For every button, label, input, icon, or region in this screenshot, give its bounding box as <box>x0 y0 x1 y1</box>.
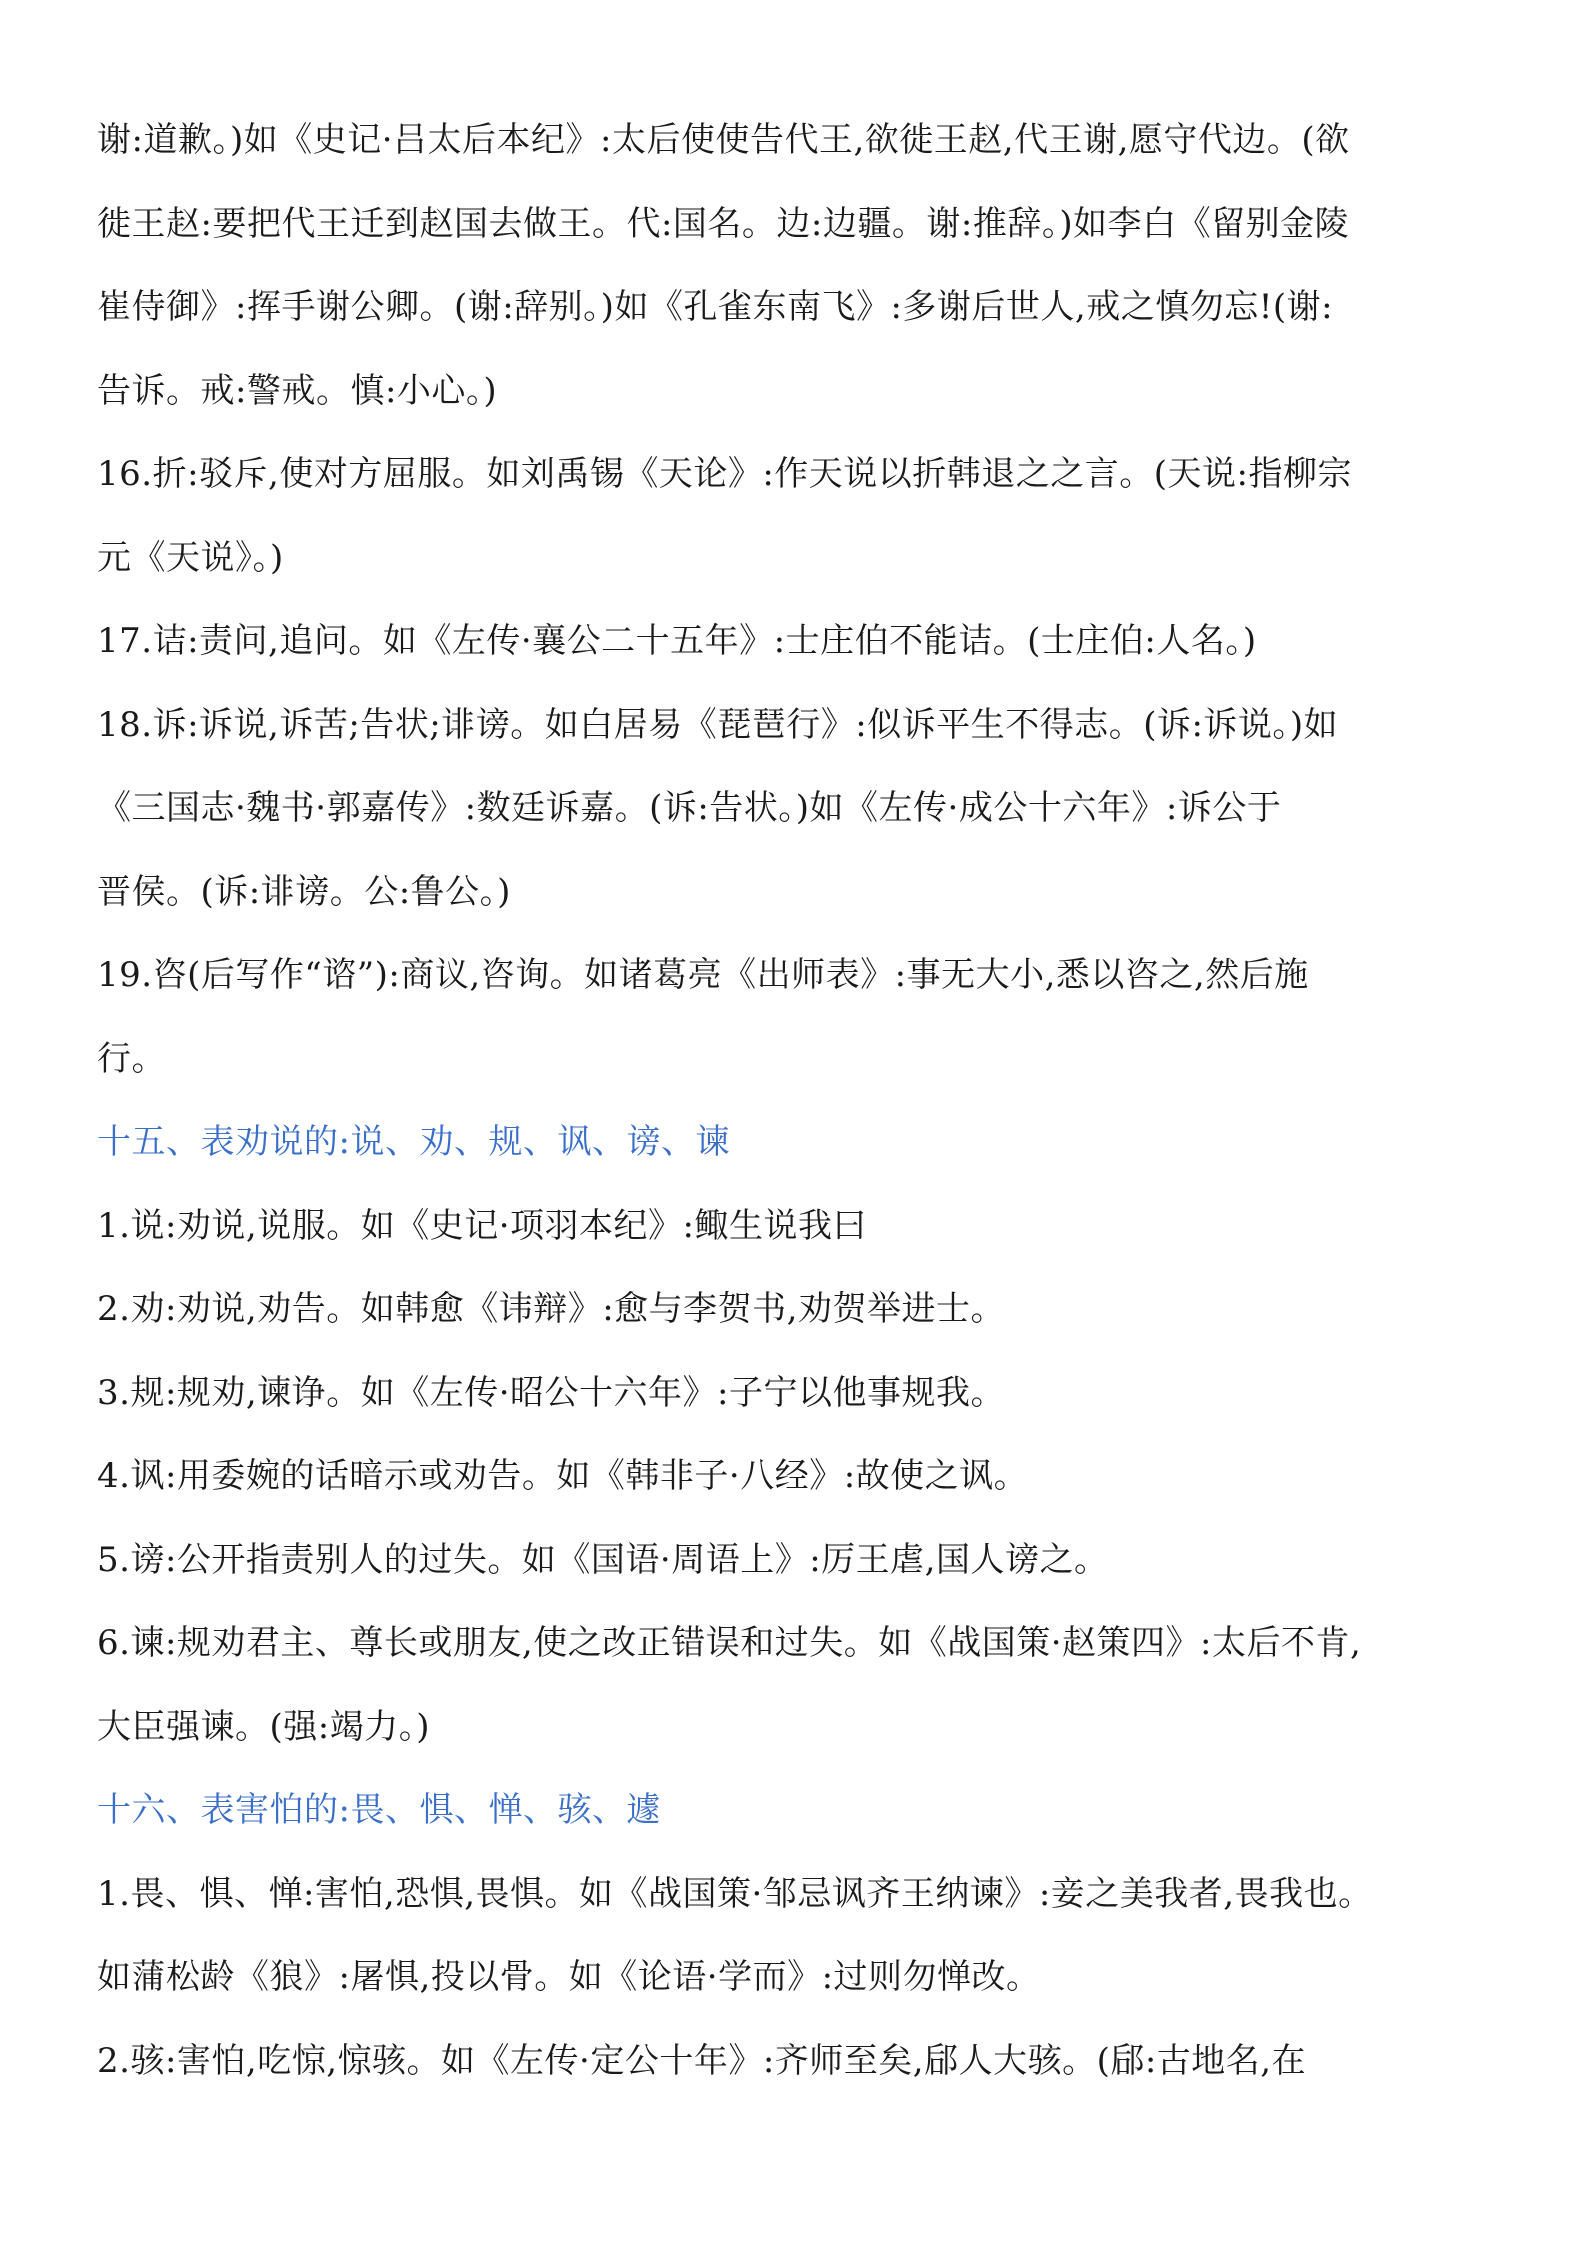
section-heading-16: 十六、表害怕的:畏、惧、惮、骇、遽 <box>97 1790 661 1830</box>
entry-5-bang: 5.谤:公开指责别人的过失。如《国语·周语上》:厉王虐,国人谤之。 <box>97 1539 1109 1580</box>
text-line: 元《天说》。) <box>97 537 284 578</box>
text-line: 晋侯。(诉:诽谤。公:鲁公。) <box>97 871 511 912</box>
text-line: 谢:道歉。)如《史记·吕太后本纪》:太后使使告代王,欲徙王赵,代王谢,愿守代边。(欲 <box>97 120 1350 160</box>
text-line: 告诉。戒:警戒。慎:小心。) <box>97 370 498 411</box>
entry-18-su: 18.诉:诉说,诉苦;告状;诽谤。如白居易《琵琶行》:似诉平生不得志。(诉:诉说。)如 <box>97 704 1339 745</box>
entry-1-wei-ju-dan: 1.畏、惧、惮:害怕,恐惧,畏惧。如《战国策·邹忌讽齐王纳谏》:妾之美我者,畏我也。 <box>97 1873 1373 1914</box>
text-line: 行。 <box>97 1038 166 1079</box>
entry-19-zi: 19.咨(后写作“谘”):商议,咨询。如诸葛亮《出师表》:事无大小,悉以咨之,然后施 <box>97 955 1309 995</box>
section-heading-15: 十五、表劝说的:说、劝、规、讽、谤、谏 <box>97 1122 730 1162</box>
entry-3-gui: 3.规:规劝,谏诤。如《左传·昭公十六年》:子宁以他事规我。 <box>97 1372 1005 1413</box>
text-line: 《三国志·魏书·郭嘉传》:数廷诉嘉。(诉:告状。)如《左传·成公十六年》:诉公于 <box>97 788 1282 828</box>
text-line: 大臣强谏。(强:竭力。) <box>97 1706 430 1747</box>
entry-2-hai: 2.骇:害怕,吃惊,惊骇。如《左传·定公十年》:齐师至矣,郈人大骇。(郈:古地名,在 <box>97 2040 1307 2081</box>
entry-1-shui: 1.说:劝说,说服。如《史记·项羽本纪》:鲰生说我曰 <box>97 1205 867 1246</box>
document-body <box>97 108 1497 2112</box>
entry-2-quan: 2.劝:劝说,劝告。如韩愈《讳辩》:愈与李贺书,劝贺举进士。 <box>97 1289 1005 1329</box>
entry-16-zhe: 16.折:驳斥,使对方屈服。如刘禹锡《天论》:作天说以折韩退之之言。(天说:指柳宗 <box>97 454 1353 494</box>
text-line: 如蒲松龄《狼》:屠惧,投以骨。如《论语·学而》:过则勿惮改。 <box>97 1957 1041 1997</box>
text-line: 崔侍御》:挥手谢公卿。(谢:辞别。)如《孔雀东南飞》:多谢后世人,戒之慎勿忘!(谢: <box>97 287 1334 327</box>
text-line: 徙王赵:要把代王迁到赵国去做王。代:国名。边:边疆。谢:推辞。)如李白《留别金陵 <box>97 203 1350 244</box>
entry-17-jie: 17.诘:责问,追问。如《左传·襄公二十五年》:士庄伯不能诘。(士庄伯:人名。) <box>97 621 1257 661</box>
entry-6-jian: 6.谏:规劝君主、尊长或朋友,使之改正错误和过失。如《战国策·赵策四》:太后不肯, <box>97 1623 1362 1663</box>
entry-4-feng: 4.讽:用委婉的话暗示或劝告。如《韩非子·八经》:故使之讽。 <box>97 1456 1029 1496</box>
